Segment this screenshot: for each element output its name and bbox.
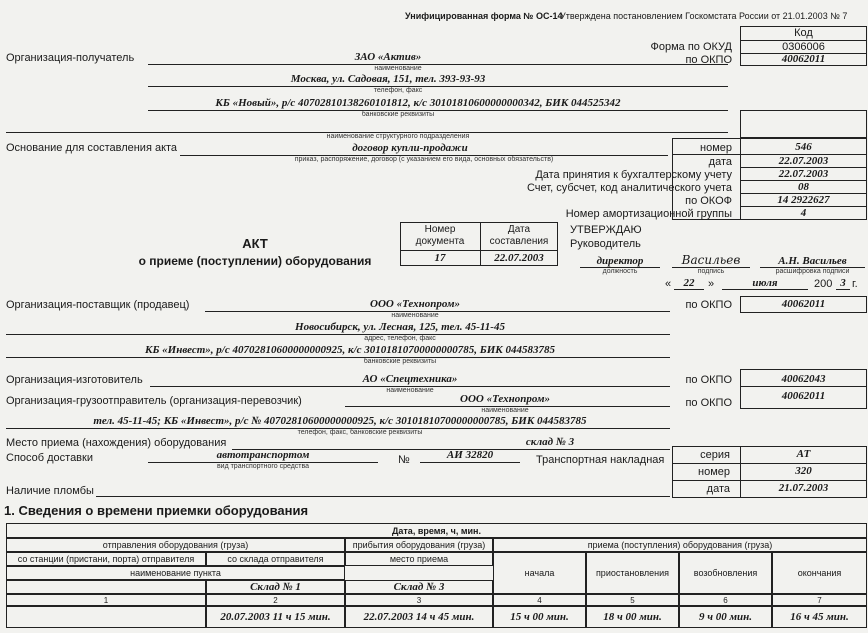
- col-num-1: 1: [6, 594, 206, 606]
- basis-date: 22.07.2003: [778, 155, 829, 167]
- recipient-label: Организация-получатель: [6, 52, 135, 64]
- vehicle-no: АИ 32820: [446, 449, 494, 461]
- okpo-value: 40062011: [781, 53, 826, 65]
- method-label: Способ доставки: [6, 452, 93, 464]
- doc-date: 22.07.2003: [494, 252, 544, 264]
- approve-day: 22: [683, 277, 695, 289]
- col-num-7: 7: [772, 594, 867, 606]
- amort-value: 4: [800, 207, 807, 219]
- th-dispatch: отправления оборудования (груза): [6, 538, 345, 552]
- th-place: место приема: [345, 552, 493, 566]
- row-cell-3: 22.07.2003 14 ч 45 мин.: [345, 606, 493, 628]
- okpo-label: по ОКПО: [685, 54, 732, 66]
- place-label: Место приема (нахождения) оборудования: [6, 437, 227, 449]
- acceptance-date: 22.07.2003: [778, 168, 829, 180]
- act-title: АКТ: [242, 236, 268, 251]
- row-cell-2: 20.07.2003 11 ч 15 мин.: [206, 606, 345, 628]
- row-cell-4: 15 ч 00 мин.: [493, 606, 586, 628]
- approve-name: А.Н. Васильев: [778, 255, 847, 267]
- th-arrival: прибытия оборудования (груза): [345, 538, 493, 552]
- kod-header: Код: [794, 27, 813, 39]
- col-num-6: 6: [679, 594, 772, 606]
- series-value: АТ: [796, 448, 811, 460]
- okud-value: 0306006: [782, 41, 825, 53]
- basis-value: договор купли-продажи: [352, 142, 468, 154]
- doc-num-header: Номер документа: [415, 224, 465, 247]
- waybill-number-label: номер: [698, 466, 730, 478]
- th-pause: приостановления: [586, 552, 679, 594]
- point-2: Склад № 3: [345, 580, 493, 594]
- okof-value: 14 2922627: [777, 194, 830, 206]
- supplier-bank: КБ «Инвест», р/с 40702810600000000925, к/с 30101810700000000785, БИК 044583785: [144, 344, 556, 356]
- waybill-label: Транспортная накладная: [536, 454, 665, 466]
- vehicle-no-label: №: [398, 454, 410, 466]
- signature: Васильев: [681, 253, 741, 267]
- basis-date-label: дата: [708, 156, 732, 168]
- manufacturer-okpo-label: по ОКПО: [685, 374, 732, 386]
- act-subtitle: о приеме (поступлении) оборудования: [138, 254, 372, 268]
- manufacturer-name: АО «Спецтехника»: [362, 373, 458, 385]
- carrier-okpo: 40062011: [781, 390, 826, 402]
- th-start: начала: [493, 552, 586, 594]
- th-warehouse: со склада отправителя: [206, 552, 345, 566]
- recipient-address: Москва, ул. Садовая, 151, тел. 393-93-93: [290, 73, 486, 85]
- acceptance-label: Дата принятия к бухгалтерскому учету: [535, 169, 732, 181]
- series-label: серия: [700, 449, 730, 461]
- supplier-name: ООО «Технопром»: [370, 298, 460, 310]
- approve-month: июля: [752, 277, 778, 289]
- recipient-name: ЗАО «Актив»: [354, 51, 422, 63]
- carrier-details: тел. 45-11-45; КБ «Инвест», р/с № 40702810600000000925, к/с 30101810700000000785, БИК 044583785: [93, 415, 587, 427]
- form-title: Унифицированная форма № ОС-14: [405, 11, 563, 21]
- amort-label: Номер амортизационной группы: [565, 208, 732, 220]
- carrier-okpo-label: по ОКПО: [685, 397, 732, 409]
- okud-label: Форма по ОКУД: [650, 41, 732, 53]
- row-cell-6: 9 ч 00 мин.: [679, 606, 772, 628]
- waybill-date-label: дата: [706, 483, 730, 495]
- approve-head: Руководитель: [570, 238, 641, 250]
- col-num-3: 3: [345, 594, 493, 606]
- doc-date-header: Дата составления: [489, 224, 549, 247]
- method-value: автотранспортом: [216, 449, 310, 461]
- approval-note: Утверждена постановлением Госкомстата России от 21.01.2003 № 7: [560, 11, 848, 21]
- carrier-label: Организация-грузоотправитель (организация-перевозчик): [6, 395, 302, 407]
- col-num-2: 2: [206, 594, 345, 606]
- supplier-label: Организация-поставщик (продавец): [6, 299, 190, 311]
- okof-label: по ОКОФ: [685, 195, 732, 207]
- basis-number-label: номер: [700, 142, 732, 154]
- recipient-bank: КБ «Новый», р/с 40702810138260101812, к/с 30101810600000000342, БИК 044525342: [215, 97, 621, 109]
- col-num-4: 4: [493, 594, 586, 606]
- th-station: со станции (пристани, порта) отправителя: [6, 552, 206, 566]
- account-label: Счет, субсчет, код аналитического учета: [526, 182, 732, 194]
- approve-year: 3: [840, 277, 846, 289]
- supplier-okpo: 40062011: [781, 298, 826, 310]
- th-end: окончания: [772, 552, 867, 594]
- basis-number: 546: [795, 141, 812, 153]
- waybill-number: 320: [795, 465, 812, 477]
- approve-title: УТВЕРЖДАЮ: [570, 224, 642, 236]
- waybill-date: 21.07.2003: [778, 482, 829, 494]
- row-cell-7: 16 ч 45 мин.: [772, 606, 867, 628]
- place-value: склад № 3: [525, 436, 575, 448]
- row-cell-1: [6, 606, 206, 628]
- carrier-name: ООО «Технопром»: [460, 393, 550, 405]
- th-resume: возобновления: [679, 552, 772, 594]
- th-top: Дата, время, ч, мин.: [6, 523, 867, 538]
- approve-position: директор: [596, 255, 644, 267]
- account-value: 08: [798, 181, 809, 193]
- manufacturer-okpo: 40062043: [781, 373, 826, 385]
- doc-num: 17: [434, 252, 446, 264]
- seals-label: Наличие пломбы: [6, 485, 94, 497]
- row-cell-5: 18 ч 00 мин.: [586, 606, 679, 628]
- th-point: наименование пункта: [6, 566, 345, 580]
- supplier-address: Новосибирск, ул. Лесная, 125, тел. 45-11-45: [295, 321, 505, 333]
- manufacturer-label: Организация-изготовитель: [6, 374, 143, 386]
- th-accept: приема (поступления) оборудования (груза): [493, 538, 867, 552]
- supplier-okpo-label: по ОКПО: [685, 299, 732, 311]
- col-num-5: 5: [586, 594, 679, 606]
- section1-title: 1. Сведения о времени приемки оборудования: [4, 503, 309, 518]
- point-1: Склад № 1: [206, 580, 345, 594]
- point-empty: [6, 580, 206, 594]
- basis-label: Основание для составления акта: [6, 142, 178, 154]
